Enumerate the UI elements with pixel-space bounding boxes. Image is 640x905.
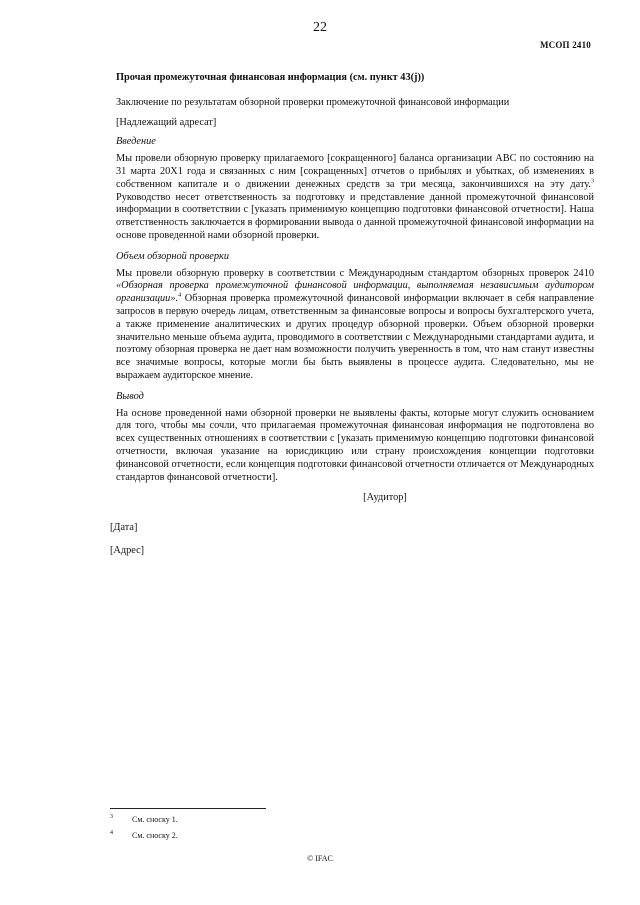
section-title-conclusion: Вывод [116, 390, 144, 402]
section-title-introduction: Введение [116, 136, 156, 148]
footnote-text: См. сноску 2. [132, 831, 178, 840]
signature-block [110, 522, 144, 568]
footnote-mark: 3 [110, 814, 113, 820]
introduction-text-1: Мы провели обзорную проверку прилагаемого [сокращенного] баланса организации ABC по состоянию на 31 марта 20X1 года и связанных с ним [сокращенных] отчетов о прибылях и убытках, об изменениях в собственном капитале и о движении денежных средств за три месяца, закончившихся на эту дату. [116, 153, 594, 190]
section-title-scope: Объем обзорной проверки [116, 250, 229, 262]
address-placeholder: [Адрес] [110, 544, 145, 556]
conclusion-text: На основе проведенной нами обзорной проверки не выявлены факты, которые могут служить основанием для того, чтобы мы сочли, что прилагаемая промежуточная финансовая информация не подготовлена во всех существенных отношениях в соответствии с [указать применимую концепцию подготовки финансовой отчетности, включая указание на юрисдикцию или страну происхождения концепции подготовки финансовой отчетности, если концепция подготовки финансовой отчетности отличается от Международных стандартов финансовой отчетности]. [116, 407, 594, 483]
introduction-paragraph [116, 153, 594, 243]
footnote-mark: 4 [110, 830, 113, 836]
copyright-notice: © IFAC [307, 854, 333, 863]
scope-paragraph [116, 268, 594, 383]
footnotes [110, 815, 178, 847]
footnote-ref-3: 3 [591, 178, 594, 185]
introduction-text-2: Руководство несет ответственность за подготовку и представление данной промежуточной финансовой информации в соответствии с [указать применимую концепцию подготовки финансовой отчетности]. Наша ответственность заключается в формировании вывода о данной промежуточной финансовой информации на основе проведенной нами обзорной проверки. [116, 191, 594, 241]
footnote-ref-4: 4 [178, 292, 182, 299]
standard-title: «Обзорная проверка промежуточной финансовой информации, выполняемая независимым аудитором организации». [116, 280, 594, 305]
document-code: МСОП 2410 [539, 40, 591, 50]
conclusion-paragraph [116, 408, 594, 485]
auditor-signature: [Аудитор] [363, 492, 407, 504]
section-heading: Прочая промежуточная финансовая информация (см. пункт 43(j)) [116, 72, 425, 83]
report-title: Заключение по результатам обзорной проверки промежуточной финансовой информации [116, 96, 510, 108]
footnote [110, 815, 178, 825]
scope-text-1: Мы провели обзорную проверку в соответствии с Международным стандартом обзорных проверок 2410 [116, 267, 594, 279]
scope-text-2: Обзорная проверка промежуточной финансовой информации включает в себя направление запросов в первую очередь лицам, ответственным за финансовые вопросы и вопросы бухгалтерского учета, а также применение аналитических и других процедур обзорной проверки. Объем обзорной проверки значительно меньше объема аудита, проводимого в соответствии с Международными стандартами аудита, и поэтому обзорная проверка не дает нам возможности получить уверенность в том, что нам станут известны все значимые вопросы, которые могли бы быть выявлены в процессе аудита. Следовательно, мы не выражаем аудиторское мнение. [116, 293, 594, 381]
document-body [116, 72, 594, 505]
footnote-text: См. сноску 1. [132, 815, 178, 824]
page-number: 22 [313, 20, 327, 35]
footnote [110, 831, 178, 841]
date-placeholder: [Дата] [110, 522, 138, 533]
addressee: [Надлежащий адресат] [116, 116, 217, 128]
footnote-divider [110, 808, 266, 809]
